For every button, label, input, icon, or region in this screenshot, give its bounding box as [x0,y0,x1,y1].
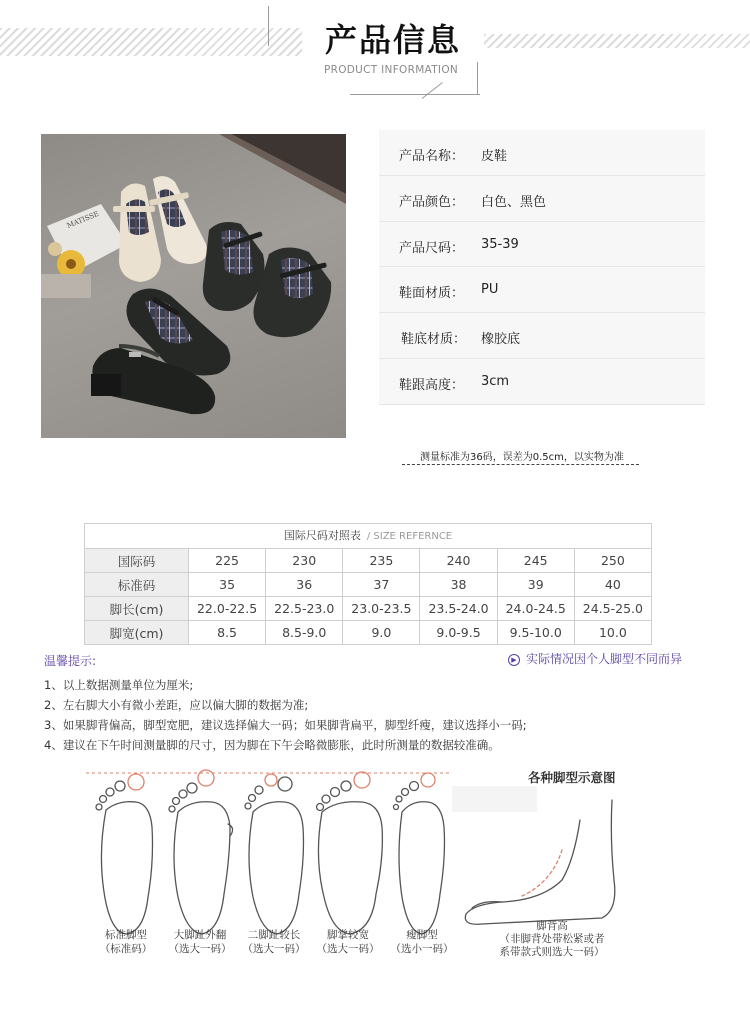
info-row-upper-material [379,267,705,313]
table-cell: 10.0 [574,621,651,645]
tip-item: 4、建议在下午时间测量脚的尺寸，因为脚在下午会略微膨胀，此时所测量的数据较准确。 [44,738,500,752]
info-label: 鞋跟高度： [399,377,465,393]
foot-types-title: 各种脚型示意图 [528,770,616,785]
table-cell: 230 [266,549,343,573]
table-cell: 22.0-22.5 [189,597,266,621]
info-value: 白色、黑色 [481,194,547,210]
foot-caption [234,928,314,956]
cream-shoe-left [113,184,161,282]
info-label: 鞋底材质： [401,332,467,348]
foot-type-name: 脚掌较宽 [327,929,369,941]
tip-item: 3、如果脚背偏高，脚型宽肥，建议选择偏大一码；如果脚背扁平，脚型纤瘦，建议选择小一码; [44,718,527,732]
table-cell: 9.5-10.0 [497,621,574,645]
info-label: 鞋面材质： [399,286,465,302]
header-stripe-left [0,28,302,56]
foot-caption [308,928,388,956]
row-header: 国际码 [85,549,189,573]
side-foot-line2: 系带款式则选大一码） [499,946,605,958]
foot-type-advice: （选大一码） [242,943,306,955]
row-header: 标准码 [85,573,189,597]
row-header: 脚宽(cm) [85,621,189,645]
table-cell: 40 [574,573,651,597]
play-icon: ▶ [508,654,520,666]
header-decor-line [477,62,478,95]
page-subtitle: PRODUCT INFORMATION [324,64,459,76]
table-row [85,597,652,621]
foot-types-placeholder [452,786,537,812]
side-foot-name: 脚背高 [536,920,568,932]
info-row-color [379,176,705,222]
table-cell: 24.0-24.5 [497,597,574,621]
note-underline [402,464,639,465]
info-row-name [379,130,705,176]
foot-long-second-toe-icon [245,774,304,934]
info-value: PU [481,282,499,298]
table-cell: 22.5-23.0 [266,597,343,621]
foot-type-name: 大脚趾外翻 [173,929,227,941]
foot-slim-icon [394,773,445,934]
side-foot-line1: （非脚背处带松紧或者 [499,933,605,945]
table-cell: 245 [497,549,574,573]
foot-caption [86,928,166,956]
header-stripe-right [484,34,750,48]
size-table-title-en: / SIZE REFERNCE [366,531,453,542]
black-shoe-top [203,222,265,311]
tips-right-text: 实际情况因个人脚型不同而异 [526,652,683,666]
tips-title: 温馨提示: [44,654,97,668]
size-table-title-cn: 国际尺码对照表 [283,529,361,542]
table-cell: 35 [189,573,266,597]
table-cell: 8.5-9.0 [266,621,343,645]
table-cell: 36 [266,573,343,597]
foot-caption [160,928,240,956]
foot-high-instep-icon [465,800,614,924]
size-table [84,548,652,645]
size-table-title [84,523,652,548]
book-text: MATISSE [65,209,101,230]
table-cell: 8.5 [189,621,266,645]
table-cell: 9.0 [343,621,420,645]
foot-type-advice: （标准码） [99,943,153,955]
table-cell: 38 [420,573,497,597]
measurement-note: 测量标准为36码，误差为0.5cm，以实物为准 [420,452,624,463]
table-cell: 39 [497,573,574,597]
product-photo [41,134,346,438]
info-label: 产品名称： [399,149,465,164]
product-info-table [379,130,705,405]
table-cell: 9.0-9.5 [420,621,497,645]
foot-diagrams [0,760,750,935]
table-cell: 24.5-25.0 [574,597,651,621]
table-cell: 23.0-23.5 [343,597,420,621]
foot-wide-icon [317,772,383,934]
foot-type-advice: （选大一码） [168,943,232,955]
header-decor-line [350,94,480,95]
info-value: 橡胶底 [481,332,521,348]
table-cell: 250 [574,549,651,573]
foot-caption [382,928,462,956]
info-value: 皮鞋 [481,149,508,164]
table-cell: 37 [343,573,420,597]
info-row-heel-height [379,359,705,405]
foot-type-advice: （选小一码） [390,943,454,955]
info-value: 35-39 [481,236,519,252]
foot-type-advice: （选大一码） [316,943,380,955]
tip-item: 2、左右脚大小有微小差距，应以偏大脚的数据为准; [44,698,309,712]
foot-standard-icon [96,774,153,934]
info-row-size [379,222,705,268]
table-cell: 235 [343,549,420,573]
info-value: 3cm [481,373,510,389]
table-row [85,621,652,645]
table-cell: 225 [189,549,266,573]
tip-item: 1、以上数据测量单位为厘米; [44,678,194,692]
tips-right-note [508,650,682,667]
foot-type-name: 瘦脚型 [406,929,438,941]
info-label: 产品颜色： [399,194,465,210]
foot-bunion-icon [169,770,233,934]
row-header: 脚长(cm) [85,597,189,621]
header-decor-line [422,82,443,99]
table-cell: 240 [420,549,497,573]
table-row [85,549,652,573]
foot-type-name: 二脚趾较长 [247,929,301,941]
page-title: 产品信息 [325,21,462,59]
header-decor-line [268,6,269,46]
black-shoe-right [254,247,332,337]
table-cell: 23.5-24.0 [420,597,497,621]
foot-type-name: 标准脚型 [105,929,147,941]
info-label: 产品尺码： [399,240,465,256]
side-foot-caption [492,920,612,959]
info-row-sole-material [379,313,705,359]
table-row [85,573,652,597]
